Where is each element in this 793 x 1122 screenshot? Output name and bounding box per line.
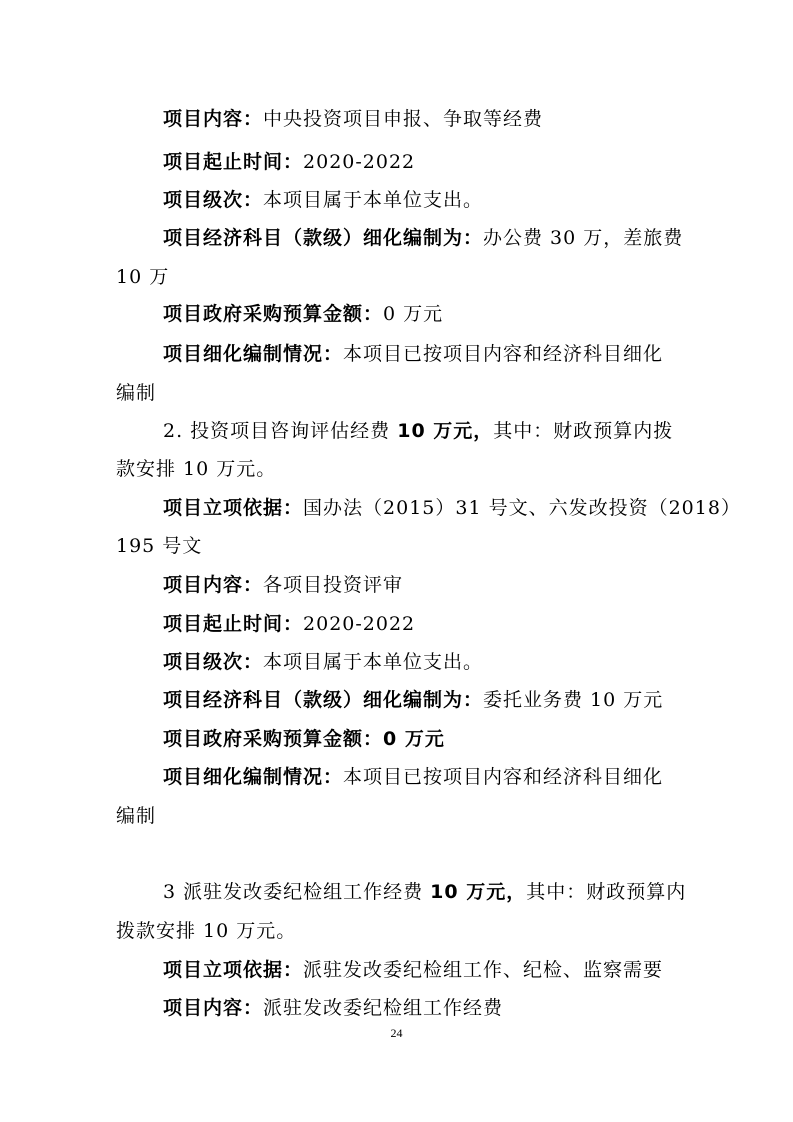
line-label: 项目政府采购预算金额：0 万元 [163,728,445,750]
line-label: 项目立项依据： [163,959,304,981]
line-text: 编制 [116,382,157,404]
text-line [163,188,483,212]
text-line [116,919,296,943]
text-line [116,804,156,828]
text-line [163,765,663,789]
line-label: 10 万元， [397,420,494,442]
line-prefix: 2. 投资项目咨询评估经费 [163,420,398,442]
line-text: 2020-2022 [303,613,416,635]
line-label: 项目政府采购预算金额： [163,303,384,325]
line-text: 本项目属于本单位支出。 [263,651,484,673]
text-line [163,496,741,520]
line-text: 派驻发改委纪检组工作、纪检、监察需要 [303,959,664,981]
line-label: 项目级次： [163,651,264,673]
line-text: 本项目属于本单位支出。 [263,189,484,211]
text-line [116,265,169,289]
line-prefix: 3 派驻发改委纪检组工作经费 [163,881,431,903]
text-line [163,880,686,904]
line-text: 其中：财政预算内拨 [493,420,674,442]
line-label: 项目内容： [163,997,264,1019]
line-text: 款安排 10 万元。 [116,458,277,480]
line-text: 拨款安排 10 万元。 [116,920,297,942]
line-text: 195 号文 [116,535,203,557]
text-line [163,302,443,326]
text-line [163,650,483,674]
text-line [163,150,415,174]
text-line [163,612,415,636]
text-line [163,996,503,1020]
text-line [163,958,663,982]
line-text: 国办法（2015）31 号文、六发改投资（2018） [303,497,741,519]
text-line [163,107,543,131]
line-text: 本项目已按项目内容和经济科目细化 [343,766,664,788]
line-label: 项目细化编制情况： [163,766,344,788]
line-label: 项目内容： [163,108,264,130]
text-line [116,381,156,405]
line-label: 项目立项依据： [163,497,304,519]
text-line [163,226,683,250]
line-text: 编制 [116,805,157,827]
text-line [163,727,445,751]
line-label: 10 万元， [430,881,527,903]
line-text: 办公费 30 万，差旅费 [483,227,684,249]
line-text: 本项目已按项目内容和经济科目细化 [343,343,664,365]
text-line [163,688,663,712]
line-text: 2020-2022 [303,151,416,173]
line-label: 项目经济科目（款级）细化编制为： [163,689,484,711]
text-line [163,573,403,597]
line-label: 项目起止时间： [163,151,304,173]
line-text: 各项目投资评审 [263,574,404,596]
line-label: 项目级次： [163,189,264,211]
line-text: 中央投资项目申报、争取等经费 [263,108,544,130]
line-label: 项目起止时间： [163,613,304,635]
text-line [163,419,673,443]
text-line [116,457,276,481]
line-label: 项目经济科目（款级）细化编制为： [163,227,484,249]
line-label: 项目细化编制情况： [163,343,344,365]
page-number: 24 [390,1026,403,1040]
line-label: 项目内容： [163,574,264,596]
text-line [163,342,663,366]
line-text: 10 万 [116,266,170,288]
line-text: 其中：财政预算内 [526,881,687,903]
line-text: 0 万元 [383,303,444,325]
line-text: 派驻发改委纪检组工作经费 [263,997,504,1019]
line-text: 委托业务费 10 万元 [483,689,664,711]
text-line [116,534,202,558]
